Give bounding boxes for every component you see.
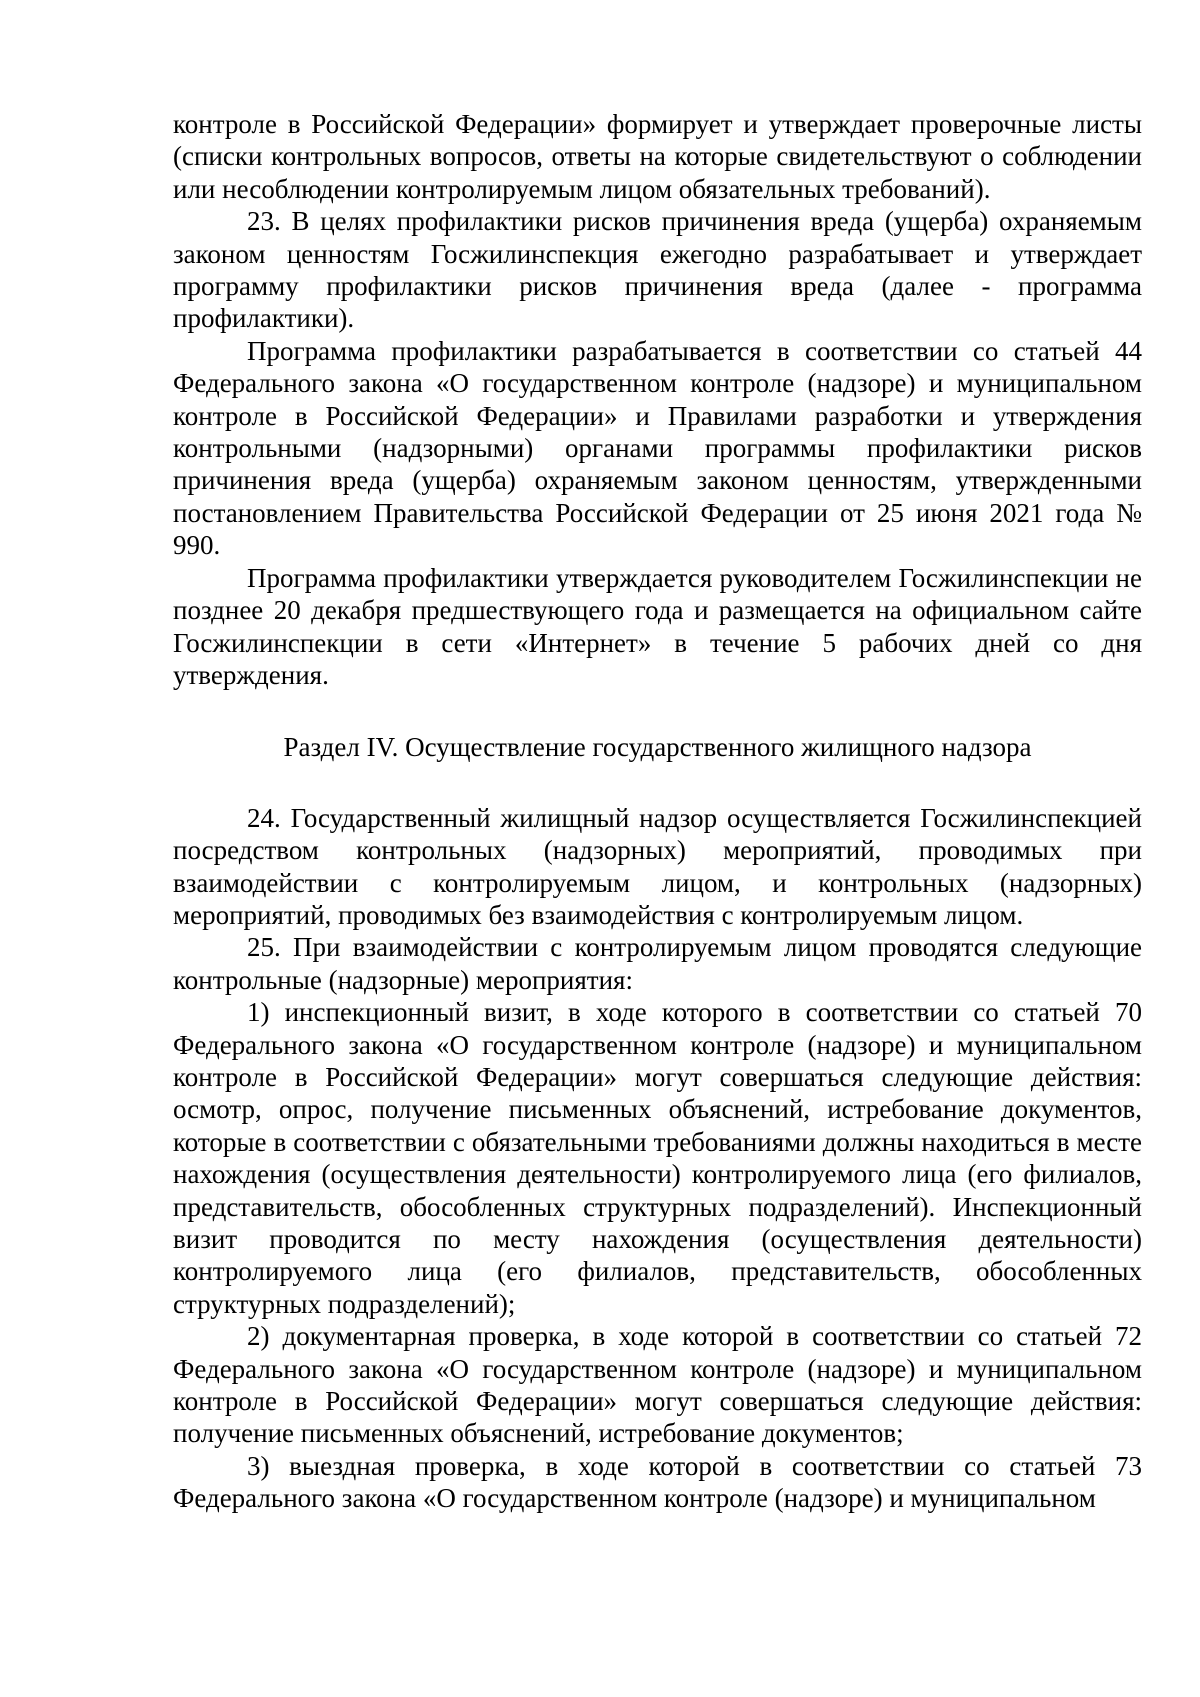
section-heading: Раздел IV. Осуществление государственного жилищного надзора xyxy=(283,732,1032,763)
paragraph-continuation: контроле в Российской Федерации» формирует и утверждает проверочные листы (списки контрольных вопросов, ответы на которые свидетельствуют о соблюдении или несоблюдении контролируемым лицом обязательных требований). xyxy=(173,109,1142,204)
list-item-3: 3) выездная проверка, в ходе которой в соответствии со статьей 73 Федерального закона «О государственном контроле (надзоре) и муниципальном xyxy=(173,1450,1142,1514)
paragraph-24: 24. Государственный жилищный надзор осуществляется Госжилинспекцией посредством контрольных (надзорных) мероприятий, проводимых при взаимодействии с контролируемым лицом, и контрольных (надзорных) мероприятий, проводимых без взаимодействия с контролируемым лицом. xyxy=(173,802,1142,930)
list-item-2: 2) документарная проверка, в ходе которой в соответствии со статьей 72 Федерального закона «О государственном контроле (надзоре) и муниципальном контроле в Российской Федерации» могут совершаться следующие действия: получение письменных объяснений, истребование документов; xyxy=(173,1321,1142,1449)
paragraph-23: 23. В целях профилактики рисков причинения вреда (ущерба) охраняемым законом ценностям Госжилинспекция ежегодно разрабатывает и утверждает программу профилактики рисков причинения вреда (далее - программа профилактики). xyxy=(173,206,1142,334)
paragraph-program-approval: Программа профилактики утверждается руководителем Госжилинспекции не позднее 20 декабря предшествующего года и размещается на официальном сайте Госжилинспекции в сети «Интернет» в течение 5 рабочих дней со дня утверждения. xyxy=(173,562,1142,690)
document-page xyxy=(173,108,1142,1515)
list-item-1: 1) инспекционный визит, в ходе которого в соответствии со статьей 70 Федерального закона «О государственном контроле (надзоре) и муниципальном контроле в Российской Федерации» могут совершаться следующие действия: осмотр, опрос, получение письменных объяснений, истребование документов, которые в соответствии с обязательными требованиями должны находиться в месте нахождения (осуществления деятельности) контролируемого лица (его филиалов, представительств, обособленных структурных подразделений). Инспекционный визит проводится по месту нахождения (осуществления деятельности) контролируемого лица (его филиалов, представительств, обособленных структурных подразделений); xyxy=(173,997,1142,1319)
paragraph-program-development: Программа профилактики разрабатывается в соответствии со статьей 44 Федерального закона «О государственном контроле (надзоре) и муниципальном контроле в Российской Федерации» и Правилами разработки и утверждения контрольными (надзорными) органами программы профилактики рисков причинения вреда (ущерба) охраняемым законом ценностям, утвержденными постановлением Правительства Российской Федерации от 25 июня 2021 года № 990. xyxy=(173,335,1142,561)
paragraph-25: 25. При взаимодействии с контролируемым лицом проводятся следующие контрольные (надзорные) мероприятия: xyxy=(173,932,1142,995)
